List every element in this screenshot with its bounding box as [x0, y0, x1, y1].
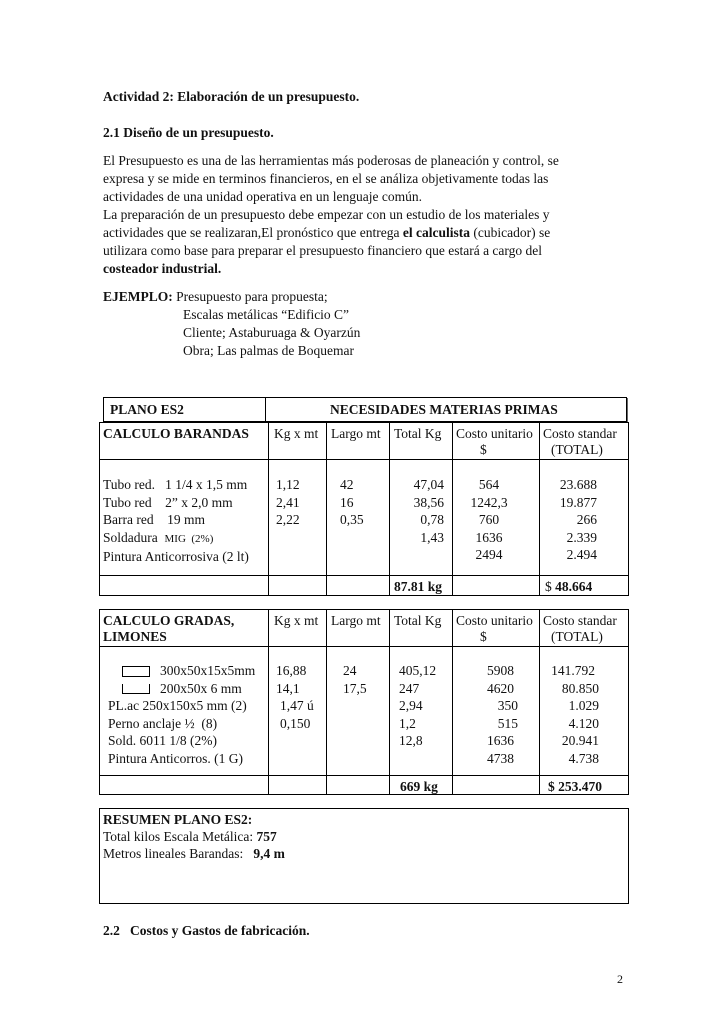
divider	[389, 609, 390, 795]
table-cell: 760	[478, 512, 500, 527]
example-line: Cliente; Astaburuaga & Oyarzún	[183, 325, 361, 340]
table-cell: 14,1	[276, 680, 300, 696]
col-header-std-total: (TOTAL)	[551, 629, 603, 644]
gradas-col-item	[108, 662, 255, 767]
divider	[99, 646, 629, 647]
table-cell: 0,78	[420, 512, 444, 527]
table-cell: 4.738	[568, 750, 599, 766]
table-cell: 2,94	[399, 698, 423, 713]
col-header-std: Costo standar	[543, 613, 617, 628]
gradas-subtitle: LIMONES	[103, 629, 167, 644]
table-cell: Tubo red. 1 1/4 x 1,5 mm	[103, 477, 248, 492]
table-cell: 1,12	[276, 477, 300, 492]
divider	[99, 575, 629, 576]
col-header-std-total: (TOTAL)	[551, 442, 603, 457]
barandas-col-kg	[276, 476, 300, 529]
table-cell: 0,35	[340, 512, 364, 527]
example-line: Obra; Las palmas de Boquemar	[183, 343, 354, 358]
table-cell: 515	[497, 715, 518, 731]
resumen-total-kilos: Total kilos Escala Metálica: 757	[103, 829, 277, 844]
table-cell: Barra red 19 mm	[103, 512, 205, 527]
gradas-col-largo	[343, 662, 367, 697]
table-cell: 1,2	[399, 715, 416, 731]
col-header-costo-unit: $	[480, 442, 487, 457]
table-cell: 2.339	[566, 529, 597, 545]
gradas-sum-std: $ 253.470	[548, 779, 602, 794]
rectangular-profile-icon	[122, 666, 150, 677]
col-header-total: Total Kg	[394, 426, 442, 441]
divider	[539, 422, 540, 596]
table-cell: 19.877	[559, 494, 597, 510]
table-cell: 266	[576, 512, 597, 527]
table-cell: 2,41	[276, 494, 300, 510]
resumen-metros: Metros lineales Barandas: 9,4 m	[103, 846, 285, 861]
table-cell: Sold. 6011 1/8 (2%)	[108, 733, 217, 748]
col-header-costo: Costo unitario	[456, 426, 533, 441]
table-cell: 38,56	[413, 494, 444, 510]
table-cell: 17,5	[343, 680, 367, 696]
intro-paragraph	[103, 152, 623, 278]
col-header-total: Total Kg	[394, 613, 442, 628]
table-cell: 300x50x15x5mm	[108, 662, 255, 680]
col-header-std: Costo standar	[543, 426, 617, 441]
table-cell: 16	[340, 494, 354, 510]
example-line: Escalas metálicas “Edificio C”	[183, 307, 350, 322]
table-cell: 2494	[475, 547, 503, 562]
table-cell: 42	[340, 477, 354, 492]
divider	[326, 422, 327, 596]
col-header-costo-unit: $	[480, 629, 487, 644]
paragraph-line: El Presupuesto es una de las herramientas más poderosas de planeación y control, se	[103, 153, 559, 168]
divider	[265, 397, 266, 422]
table-cell: Soldadura MIG (2%)	[103, 529, 214, 545]
table-cell: 23.688	[559, 477, 597, 492]
divider	[539, 609, 540, 795]
table-cell: 47,04	[413, 477, 444, 492]
gradas-col-total	[399, 662, 436, 750]
col-header-kg: Kg x mt	[274, 426, 319, 441]
col-header-kg: Kg x mt	[274, 613, 319, 628]
example-line: Presupuesto para propuesta;	[176, 289, 328, 304]
gradas-col-std	[545, 662, 599, 767]
table-cell: 1,43	[420, 529, 444, 545]
col-header-largo: Largo mt	[331, 426, 381, 441]
col-header-largo: Largo mt	[331, 613, 381, 628]
table-cell: 20.941	[561, 733, 599, 748]
barandas-col-total	[394, 476, 444, 546]
paragraph-line: costeador industrial.	[103, 261, 222, 276]
table-cell: 16,88	[276, 663, 307, 678]
table-cell: Tubo red 2” x 2,0 mm	[103, 494, 233, 510]
table-cell: 2.494	[566, 547, 597, 562]
table-cell: 1242,3	[470, 494, 508, 510]
table-cell: 12,8	[399, 733, 423, 748]
table-cell: Pintura Anticorrosiva (2 lt)	[103, 549, 249, 564]
divider	[99, 775, 629, 776]
table-cell: PL.ac 250x150x5 mm (2)	[108, 698, 247, 713]
barandas-col-costo	[458, 476, 520, 564]
paragraph-line: expresa y se mide en terminos financieros, en el se análiza objetivamente todas las	[103, 171, 549, 186]
plano-title: NECESIDADES MATERIAS PRIMAS	[330, 402, 558, 417]
channel-profile-icon	[122, 684, 150, 694]
gradas-col-kg	[276, 662, 314, 732]
page-heading: Actividad 2: Elaboración de un presupuesto.	[103, 89, 360, 104]
example-block	[103, 288, 328, 306]
table-cell: 405,12	[399, 663, 437, 678]
table-cell: 350	[497, 698, 518, 713]
barandas-col-largo	[340, 476, 364, 529]
paragraph-line: actividades que se realizaran,El pronóstico que entrega el calculista (cubicador) se	[103, 225, 551, 240]
resumen-title: RESUMEN PLANO ES2:	[103, 812, 253, 827]
divider	[452, 422, 453, 596]
table-cell: 4.120	[568, 715, 599, 731]
table-cell: 1636	[475, 529, 503, 545]
table-cell: 80.850	[561, 680, 599, 696]
example-label: EJEMPLO:	[103, 289, 173, 304]
gradas-title: CALCULO GRADAS,	[103, 613, 235, 628]
col-header-costo: Costo unitario	[456, 613, 533, 628]
table-cell: 5908	[487, 663, 514, 678]
table-cell: Perno anclaje ½ (8)	[108, 715, 218, 731]
table-cell: 1636	[487, 733, 514, 748]
divider	[268, 609, 269, 795]
gradas-col-costo	[462, 662, 522, 767]
table-cell: 4738	[487, 750, 514, 766]
divider	[268, 422, 269, 596]
section-title-2-2: 2.2 Costos y Gastos de fabricación.	[103, 923, 310, 938]
table-cell: 1,47 ú	[280, 698, 314, 713]
table-cell: 200x50x 6 mm	[108, 680, 255, 698]
paragraph-line: actividades de una unidad operativa en un lenguaje común.	[103, 189, 423, 204]
divider	[99, 459, 629, 460]
plano-code: PLANO ES2	[110, 402, 184, 417]
barandas-col-item	[103, 476, 249, 566]
paragraph-line: La preparación de un presupuesto debe empezar con un estudio de los materiales y	[103, 207, 550, 222]
table-cell: 4620	[487, 680, 514, 696]
table-cell: Pintura Anticorros. (1 G)	[108, 750, 243, 766]
table-cell: 0,150	[280, 715, 311, 731]
gradas-sum-kg: 669 kg	[400, 779, 438, 794]
page-number: 2	[617, 972, 623, 986]
barandas-sum-std: $ 48.664	[545, 579, 593, 594]
divider	[452, 609, 453, 795]
barandas-title: CALCULO BARANDAS	[103, 426, 249, 441]
table-cell: 2,22	[276, 512, 300, 527]
table-cell: 564	[478, 477, 500, 492]
table-cell: 24	[343, 663, 357, 678]
table-cell: 141.792	[551, 663, 595, 678]
divider	[389, 422, 390, 596]
barandas-sum-kg: 87.81 kg	[394, 579, 443, 594]
divider	[326, 609, 327, 795]
barandas-col-std	[545, 476, 597, 564]
section-title-2-1: 2.1 Diseño de un presupuesto.	[103, 125, 274, 140]
table-cell: 247	[399, 680, 420, 696]
table-cell: 1.029	[568, 698, 599, 713]
paragraph-line: utilizara como base para preparar el presupuesto financiero que estará a cargo del	[103, 243, 543, 258]
